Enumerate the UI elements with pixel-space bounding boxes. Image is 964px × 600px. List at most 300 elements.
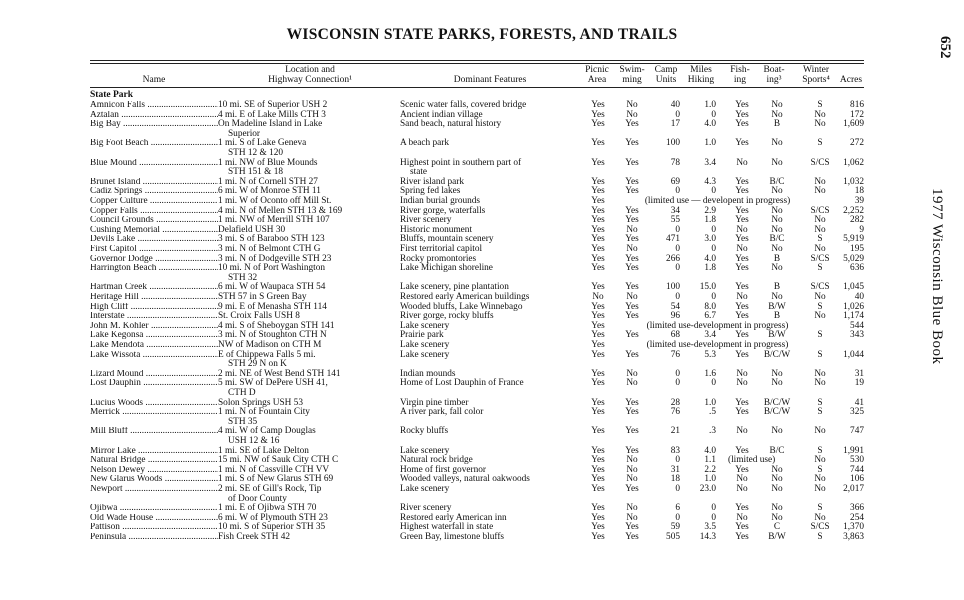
- picnic-area: Yes: [591, 176, 605, 187]
- miles-hiking: 3.5: [704, 522, 716, 533]
- acres: 282: [850, 215, 864, 226]
- fishing: Yes: [735, 215, 749, 226]
- swimming: Yes: [625, 138, 639, 149]
- park-name: High Cliff .....: [90, 303, 218, 312]
- winter-sports: S: [817, 349, 823, 360]
- camp-units: 34: [670, 205, 680, 216]
- camp-units: 505: [666, 532, 680, 542]
- park-name: Nelson Dewey .....: [90, 466, 218, 475]
- limited-use-note: (limited use-development in progress): [646, 320, 789, 331]
- acres: 5,919: [843, 234, 864, 245]
- fishing: No: [736, 474, 748, 485]
- park-name: John M. Kohler .....: [90, 322, 218, 331]
- acres: 325: [850, 407, 864, 418]
- boating: No: [771, 368, 783, 379]
- winter-sports: No: [814, 186, 826, 197]
- fishing: Yes: [735, 186, 749, 197]
- highway-connection: CTH D: [228, 387, 256, 398]
- dominant-feature: Home of Lost Dauphin of France: [400, 378, 524, 389]
- dominant-feature: Lake scenery: [400, 340, 450, 350]
- park-name: Peninsula .....: [90, 533, 218, 542]
- winter-sports: No: [814, 244, 826, 254]
- camp-units: 55: [670, 215, 680, 226]
- acres: 1,991: [843, 445, 864, 456]
- boating: No: [771, 512, 783, 523]
- boating: No: [771, 224, 783, 235]
- swimming: No: [626, 378, 638, 389]
- fishing: Yes: [735, 138, 749, 149]
- swimming: No: [626, 100, 638, 110]
- camp-units: 78: [670, 157, 680, 168]
- fishing: Yes: [735, 234, 749, 245]
- park-name: Governor Dodge .....: [90, 255, 218, 264]
- boating: No: [771, 186, 783, 197]
- dominant-feature: River gorge, waterfalls: [400, 205, 486, 216]
- camp-units: 0: [675, 484, 680, 494]
- fishing: No: [736, 426, 748, 437]
- header-camp-1: Camp: [654, 65, 678, 75]
- page-number: 652: [937, 36, 953, 59]
- fishing: Yes: [735, 397, 749, 408]
- highway-connection: 6 mi. W of Waupaca STH 54: [218, 282, 326, 293]
- camp-units: 0: [675, 292, 680, 302]
- fishing: Yes: [735, 522, 749, 533]
- swimming: Yes: [625, 234, 639, 245]
- park-name: Newport .....: [90, 485, 218, 494]
- swimming: Yes: [625, 426, 639, 437]
- miles-hiking: 4.3: [704, 176, 716, 187]
- acres: 747: [850, 426, 864, 437]
- dominant-feature: River gorge, rocky bluffs: [400, 311, 494, 322]
- camp-units: 54: [670, 301, 680, 312]
- highway-connection: STH 35: [228, 416, 258, 427]
- boating: No: [771, 426, 783, 437]
- fishing: Yes: [735, 445, 749, 456]
- dominant-feature: River scenery: [400, 503, 452, 514]
- highway-connection: 15 mi. NW of Sauk City CTH C: [218, 455, 339, 466]
- dominant-feature: Lake scenery, pine plantation: [400, 282, 509, 293]
- highway-connection: 1 mi. S of Lake Geneva: [218, 138, 307, 149]
- highway-connection: STH 29 N on K: [228, 359, 287, 370]
- highway-connection: 9 mi. E of Menasha STH 114: [218, 301, 327, 312]
- winter-sports: No: [814, 368, 826, 379]
- swimming: Yes: [625, 445, 639, 456]
- park-name: Copper Culture .....: [90, 197, 218, 206]
- acres: 31: [854, 368, 864, 379]
- winter-sports: No: [814, 224, 826, 235]
- swimming: Yes: [625, 484, 639, 494]
- highway-connection: USH 12 & 16: [228, 435, 280, 446]
- boating: No: [771, 484, 783, 494]
- camp-units: 21: [670, 426, 680, 437]
- dominant-feature: Indian burial grounds: [400, 196, 481, 206]
- picnic-area: Yes: [591, 503, 605, 514]
- park-name: Lake Mendota .....: [90, 341, 218, 350]
- highway-connection: 4 mi. W of Camp Douglas: [218, 426, 316, 437]
- miles-hiking: 8.0: [704, 301, 716, 312]
- miles-hiking: 0: [711, 512, 716, 523]
- fishing: No: [736, 224, 748, 235]
- fishing: No: [736, 292, 748, 302]
- winter-sports: No: [814, 378, 826, 389]
- boating: B/W: [768, 330, 786, 341]
- park-name: New Glarus Woods .....: [90, 475, 218, 484]
- fishing: Yes: [735, 532, 749, 542]
- winter-sports: No: [814, 512, 826, 523]
- picnic-area: Yes: [591, 224, 605, 235]
- camp-units: 6: [675, 503, 680, 514]
- winter-sports: No: [814, 109, 826, 120]
- camp-units: 266: [666, 253, 680, 264]
- winter-sports: S: [817, 464, 823, 475]
- table-row: [0, 475, 900, 485]
- dominant-feature: Lake scenery: [400, 320, 450, 331]
- swimming: Yes: [625, 311, 639, 322]
- swimming: Yes: [625, 282, 639, 293]
- highway-connection: 1 mi. N of Fountain City: [218, 407, 310, 418]
- dominant-feature: River island park: [400, 176, 465, 187]
- section-label: State Park: [90, 90, 134, 100]
- acres: 106: [850, 474, 864, 485]
- picnic-area: Yes: [591, 397, 605, 408]
- top-rule-2: [90, 63, 864, 64]
- swimming: Yes: [625, 186, 639, 197]
- fishing: No: [736, 512, 748, 523]
- header-swim-2: ming: [622, 75, 642, 85]
- highway-connection: E of Chippewa Falls 5 mi.: [218, 349, 316, 360]
- acres: 39: [854, 196, 864, 206]
- boating: B: [773, 282, 781, 293]
- camp-units: 0: [675, 378, 680, 389]
- camp-units: 0: [675, 512, 680, 523]
- table-row: [0, 485, 900, 504]
- winter-sports: S: [817, 263, 823, 274]
- fishing: Yes: [735, 503, 749, 514]
- boating: No: [771, 100, 783, 110]
- park-name: Interstate .....: [90, 312, 218, 321]
- park-name: Aztalan .....: [90, 111, 218, 120]
- fishing: Yes: [735, 253, 749, 264]
- picnic-area: Yes: [591, 532, 605, 542]
- camp-units: 76: [670, 407, 680, 418]
- boating: B/C: [769, 445, 785, 456]
- boating: No: [771, 157, 783, 168]
- swimming: Yes: [625, 301, 639, 312]
- acres: 195: [850, 244, 864, 254]
- acres: 816: [850, 100, 864, 110]
- boating: B/C: [769, 176, 785, 187]
- fishing: Yes: [735, 119, 749, 130]
- acres: 1,062: [843, 157, 864, 168]
- picnic-area: Yes: [591, 455, 605, 466]
- swimming: Yes: [625, 119, 639, 130]
- camp-units: 40: [670, 100, 680, 110]
- picnic-area: Yes: [591, 445, 605, 456]
- dominant-feature: Highest point in southern part of: [400, 157, 522, 168]
- header-boat-1: Boat-: [763, 65, 785, 75]
- miles-hiking: 0: [711, 292, 716, 302]
- picnic-area: Yes: [591, 157, 605, 168]
- dominant-feature: Virgin pine timber: [400, 397, 469, 408]
- dominant-feature: Lake scenery: [400, 445, 450, 456]
- header-fish-1: Fish-: [730, 65, 750, 75]
- highway-connection: Solon Springs USH 53: [218, 397, 303, 408]
- miles-hiking: 0: [711, 244, 716, 254]
- acres: 1,609: [843, 119, 864, 130]
- boating: No: [771, 109, 783, 120]
- miles-hiking: 1.1: [704, 455, 716, 466]
- camp-units: 100: [666, 138, 680, 149]
- camp-units: 76: [670, 349, 680, 360]
- winter-sports: S: [817, 100, 823, 110]
- camp-units: 0: [675, 455, 680, 466]
- dominant-feature: A river park, fall color: [400, 407, 484, 418]
- boating: No: [771, 292, 783, 302]
- winter-sports: S/CS: [810, 282, 830, 293]
- swimming: Yes: [625, 263, 639, 274]
- limited-use-note: (limited use-development in progress): [646, 340, 789, 350]
- camp-units: 0: [675, 186, 680, 197]
- boating: B/C/W: [763, 397, 791, 408]
- picnic-area: Yes: [591, 186, 605, 197]
- swimming: No: [626, 109, 638, 120]
- highway-connection: STH 151 & 18: [228, 167, 284, 178]
- swimming: Yes: [625, 397, 639, 408]
- winter-sports: S: [817, 138, 823, 149]
- miles-hiking: .5: [709, 407, 716, 418]
- picnic-area: Yes: [591, 205, 605, 216]
- miles-hiking: 1.6: [704, 368, 716, 379]
- table-row: [0, 351, 900, 370]
- acres: 9: [859, 224, 864, 235]
- winter-sports: S: [817, 407, 823, 418]
- highway-connection: 1 mi. S of New Glarus STH 69: [218, 474, 334, 485]
- acres: 530: [850, 455, 864, 466]
- miles-hiking: 14.3: [699, 532, 716, 542]
- highway-connection: 10 mi. SE of Superior USH 2: [218, 100, 328, 110]
- table-row: [0, 139, 900, 158]
- swimming: Yes: [625, 349, 639, 360]
- miles-hiking: 3.0: [704, 234, 716, 245]
- dominant-feature: Indian mounds: [400, 368, 456, 379]
- boating: B: [773, 119, 781, 130]
- swimming: Yes: [625, 330, 639, 341]
- dominant-feature: Lake Michigan shoreline: [400, 263, 493, 274]
- dominant-feature: Lake scenery: [400, 484, 450, 494]
- fishing: Yes: [735, 100, 749, 110]
- acres: 544: [850, 320, 864, 331]
- swimming: No: [626, 464, 638, 475]
- top-rule-1: [90, 60, 864, 61]
- highway-connection: STH 12 & 120: [228, 147, 284, 158]
- picnic-area: Yes: [591, 196, 605, 206]
- picnic-area: Yes: [591, 109, 605, 120]
- park-name: Copper Falls .....: [90, 207, 218, 216]
- winter-sports: No: [814, 292, 826, 302]
- park-name: Natural Bridge .....: [90, 456, 218, 465]
- miles-hiking: 1.8: [704, 215, 716, 226]
- camp-units: 69: [670, 176, 680, 187]
- camp-units: 100: [666, 282, 680, 293]
- camp-units: 0: [675, 244, 680, 254]
- dominant-feature: Highest waterfall in state: [400, 522, 494, 533]
- highway-connection: 4 mi. S of Sheboygan STH 141: [218, 320, 335, 331]
- miles-hiking: 23.0: [699, 484, 716, 494]
- boating: No: [771, 244, 783, 254]
- park-name: Ojibwa .....: [90, 504, 218, 513]
- dominant-feature: Restored early American inn: [400, 512, 507, 523]
- swimming: Yes: [625, 157, 639, 168]
- park-name: Heritage Hill .....: [90, 293, 218, 302]
- acres: 5,029: [843, 253, 864, 264]
- camp-units: 68: [670, 330, 680, 341]
- park-name: Devils Lake .....: [90, 235, 218, 244]
- boating: No: [771, 215, 783, 226]
- winter-sports: No: [814, 119, 826, 130]
- miles-hiking: 4.0: [704, 445, 716, 456]
- highway-connection: 1 mi. N of Cassville CTH VV: [218, 464, 330, 475]
- park-name: Big Bay .....: [90, 120, 218, 129]
- swimming: No: [626, 292, 638, 302]
- picnic-area: Yes: [591, 138, 605, 149]
- page-title: WISCONSIN STATE PARKS, FORESTS, AND TRAILS: [286, 26, 678, 43]
- winter-sports: S: [817, 301, 823, 312]
- winter-sports: S/CS: [810, 205, 830, 216]
- highway-connection: Superior: [228, 128, 261, 139]
- winter-sports: S: [817, 234, 823, 245]
- winter-sports: S: [817, 397, 823, 408]
- boating: B/C/W: [763, 407, 791, 418]
- winter-sports: No: [814, 484, 826, 494]
- camp-units: 0: [675, 109, 680, 120]
- dominant-feature: Wooded bluffs, Lake Winnebago: [400, 301, 523, 312]
- highway-connection: 6 mi. W of Plymouth STH 23: [218, 512, 328, 523]
- header-features: Dominant Features: [453, 75, 527, 85]
- park-name: Pattison .....: [90, 523, 218, 532]
- header-miles-2: Hiking: [687, 75, 715, 85]
- picnic-area: Yes: [591, 244, 605, 254]
- park-name: Lake Wissota .....: [90, 351, 218, 360]
- highway-connection: NW of Madison on CTH M: [218, 340, 322, 350]
- park-name: Lost Dauphin .....: [90, 379, 218, 388]
- picnic-area: Yes: [591, 426, 605, 437]
- header-camp-2: Units: [655, 75, 677, 85]
- highway-connection: 1 mi. NW of Blue Mounds: [218, 157, 318, 168]
- header-winter-1: Winter: [803, 65, 829, 75]
- winter-sports: S: [817, 445, 823, 456]
- header-name: Name: [142, 75, 166, 85]
- camp-units: 28: [670, 397, 680, 408]
- highway-connection: 1 mi. W of Oconto off Mill St.: [218, 196, 332, 206]
- park-name: Brunet Island .....: [90, 178, 218, 187]
- miles-hiking: 0: [711, 186, 716, 197]
- dominant-feature: Rocky promontories: [400, 253, 477, 264]
- highway-connection: 3 mi. N of Dodgeville STH 23: [218, 253, 332, 264]
- swimming: Yes: [625, 215, 639, 226]
- table-row: [0, 379, 900, 398]
- table-row: [0, 322, 900, 332]
- picnic-area: Yes: [591, 474, 605, 485]
- table-row: [0, 427, 900, 446]
- acres: 366: [850, 503, 864, 514]
- park-name: Merrick .....: [90, 408, 218, 417]
- dominant-feature: Sand beach, natural history: [400, 119, 502, 130]
- park-name: Lizard Mound .....: [90, 370, 218, 379]
- acres: 41: [854, 397, 864, 408]
- table-row: [0, 159, 900, 178]
- limited-use-note: (limited use): [728, 455, 776, 466]
- camp-units: 18: [670, 474, 680, 485]
- fishing: Yes: [735, 176, 749, 187]
- picnic-area: Yes: [591, 263, 605, 274]
- winter-sports: S: [817, 503, 823, 514]
- limited-use-note: (limited use — developent in progress): [644, 196, 791, 206]
- picnic-area: Yes: [591, 464, 605, 475]
- boating: B/C/W: [763, 349, 791, 360]
- park-name: Harrington Beach .....: [90, 264, 218, 273]
- dominant-feature: Natural rock bridge: [400, 455, 473, 466]
- miles-hiking: 1.0: [704, 138, 716, 149]
- acres: 3,863: [843, 532, 864, 542]
- fishing: No: [736, 378, 748, 389]
- acres: 1,174: [843, 311, 864, 322]
- picnic-area: Yes: [591, 282, 605, 293]
- boating: B: [773, 311, 781, 322]
- acres: 18: [854, 186, 864, 197]
- swimming: Yes: [625, 205, 639, 216]
- miles-hiking: 3.4: [704, 157, 716, 168]
- header-picnic-1: Picnic: [585, 65, 609, 75]
- park-name: Hartman Creek .....: [90, 283, 218, 292]
- fishing: No: [736, 157, 748, 168]
- fishing: Yes: [735, 263, 749, 274]
- fishing: Yes: [735, 311, 749, 322]
- acres: 40: [854, 292, 864, 302]
- header-rule: [90, 87, 864, 88]
- picnic-area: Yes: [591, 407, 605, 418]
- park-name: Cadiz Springs .....: [90, 187, 218, 196]
- picnic-area: Yes: [591, 349, 605, 360]
- camp-units: 83: [670, 445, 680, 456]
- winter-sports: No: [814, 215, 826, 226]
- park-name: Council Grounds .....: [90, 216, 218, 225]
- picnic-area: Yes: [591, 522, 605, 533]
- fishing: Yes: [735, 464, 749, 475]
- park-name: Cushing Memorial .....: [90, 226, 218, 235]
- highway-connection: 1 mi. N of Cornell STH 27: [218, 176, 318, 187]
- acres: 636: [850, 263, 864, 274]
- boating: No: [771, 263, 783, 274]
- header-fish-2: ing: [733, 75, 747, 85]
- dominant-feature: state: [410, 167, 428, 178]
- winter-sports: S/CS: [810, 253, 830, 264]
- highway-connection: 3 mi. N of Stoughton CTH N: [218, 330, 327, 341]
- picnic-area: Yes: [591, 253, 605, 264]
- fishing: Yes: [735, 109, 749, 120]
- boating: No: [771, 205, 783, 216]
- dominant-feature: Rocky bluffs: [400, 426, 449, 437]
- header-swim-1: Swim-: [619, 65, 645, 75]
- miles-hiking: 5.3: [704, 349, 716, 360]
- header-winter-2: Sports⁴: [802, 75, 830, 85]
- acres: 1,370: [843, 522, 864, 533]
- park-name: Lucius Woods .....: [90, 399, 218, 408]
- picnic-area: Yes: [591, 512, 605, 523]
- fishing: Yes: [735, 330, 749, 341]
- header-miles-1: Miles: [690, 65, 712, 75]
- miles-hiking: 4.0: [704, 253, 716, 264]
- swimming: No: [626, 503, 638, 514]
